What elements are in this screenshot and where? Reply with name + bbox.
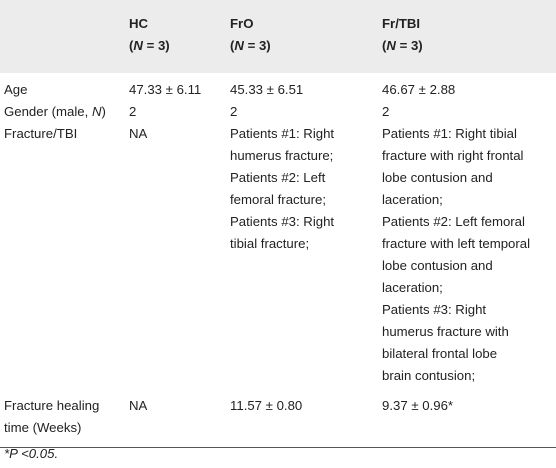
cell-hc-gender: 2	[129, 103, 137, 119]
header-hc-n: (N = 3)	[129, 38, 170, 53]
cell-line: lobe contusion and	[382, 169, 493, 185]
row-label-healing-time	[0, 391, 125, 448]
table-row	[0, 73, 556, 101]
header-fro-title: FrO	[230, 16, 254, 31]
cell-fro-healing: 11.57 ± 0.80	[230, 397, 303, 413]
header-hc	[125, 1, 227, 73]
cell-line: humerus fracture;	[230, 147, 334, 163]
cell-frtbi-gender: 2	[382, 103, 390, 119]
cell-line: Fracture healing	[4, 397, 100, 413]
table-footnote: *P <0.05.	[4, 446, 59, 461]
row-label-age: Age	[4, 81, 28, 97]
cell-hc-healing: NA	[129, 397, 148, 413]
table-row	[0, 101, 556, 123]
header-row	[0, 1, 556, 73]
header-hc-title: HC	[129, 16, 149, 31]
cell-line: tibial fracture;	[230, 235, 310, 251]
cell-hc-fracture: NA	[129, 125, 148, 141]
table-row	[0, 123, 556, 391]
cell-line: Patients #3: Right	[382, 301, 487, 317]
cell-line: Patients #1: Right	[230, 125, 335, 141]
header-frtbi-title: Fr/TBI	[382, 16, 421, 31]
cell-line: Patients #1: Right tibial	[382, 125, 517, 141]
cell-line: humerus fracture with	[382, 323, 509, 339]
row-label-fracture-tbi: Fracture/TBI	[4, 125, 78, 141]
cell-frtbi-fracture	[378, 123, 556, 391]
cell-frtbi-age: 46.67 ± 2.88	[382, 81, 456, 97]
cell-line: laceration;	[382, 279, 443, 295]
table-row	[0, 391, 556, 448]
header-empty-cell	[0, 1, 125, 73]
table-header	[0, 1, 556, 73]
cell-line: bilateral frontal lobe	[382, 345, 498, 361]
cell-fro-age: 45.33 ± 6.51	[230, 81, 304, 97]
cell-line: laceration;	[382, 191, 443, 207]
cell-line: brain contusion;	[382, 367, 476, 383]
table-body	[0, 73, 556, 448]
cell-line: Patients #3: Right	[230, 213, 335, 229]
cell-frtbi-healing: 9.37 ± 0.96*	[382, 397, 454, 413]
cell-line: time (Weeks)	[4, 419, 82, 435]
cell-line: femoral fracture;	[230, 191, 327, 207]
cell-line: fracture with left temporal	[382, 235, 531, 251]
cell-line: Patients #2: Left	[230, 169, 326, 185]
header-frtbi	[378, 1, 556, 73]
cell-fro-gender: 2	[230, 103, 238, 119]
header-fro-n: (N = 3)	[230, 38, 271, 53]
cell-hc-age: 47.33 ± 6.11	[129, 81, 202, 97]
header-frtbi-n: (N = 3)	[382, 38, 423, 53]
row-label-gender: Gender (male, N)	[4, 103, 106, 119]
cell-line: Patients #2: Left femoral	[382, 213, 525, 229]
header-fro	[227, 1, 378, 73]
cell-line: lobe contusion and	[382, 257, 493, 273]
cell-line: fracture with right frontal	[382, 147, 524, 163]
cell-fro-fracture	[227, 123, 378, 391]
